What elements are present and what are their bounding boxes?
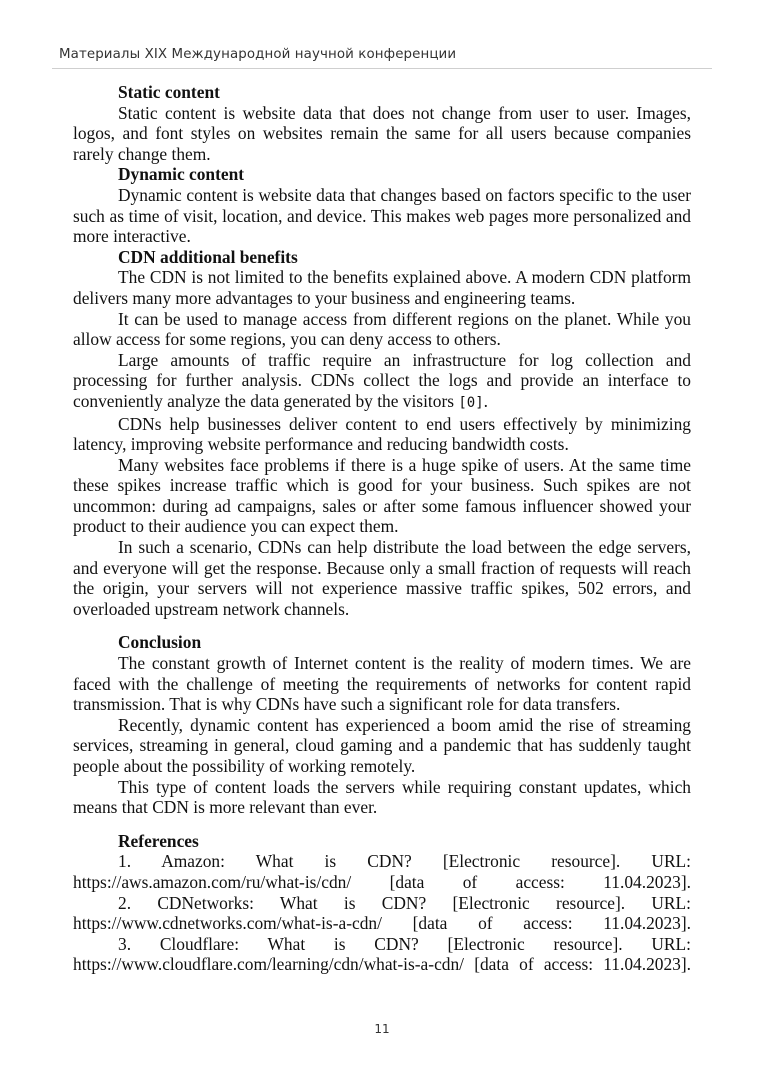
- reference-url[interactable]: https://aws.amazon.com/ru/what-is/cdn/ [data of access: 11.04.2023].: [73, 871, 691, 892]
- heading-dynamic-content: Dynamic content: [118, 164, 245, 185]
- header-rule: [52, 68, 712, 69]
- paragraph: This type of content loads the servers while requiring constant updates, which means that CDN is more relevant than ever.: [73, 776, 691, 818]
- paragraph: It can be used to manage access from different regions on the planet. While you allow access for some regions, you can deny access to others.: [73, 308, 691, 350]
- heading-conclusion: Conclusion: [118, 632, 202, 653]
- paragraph: [73, 350, 691, 414]
- page-number: 11: [374, 1022, 390, 1036]
- reference-url[interactable]: https://www.cdnetworks.com/what-is-a-cdn/ [data of access: 11.04.2023].: [73, 913, 691, 934]
- running-head: Материалы XIX Международной научной конференции: [59, 47, 457, 62]
- citation-link[interactable]: [0]: [458, 394, 484, 411]
- paragraph-text: Large amounts of traffic require an infrastructure for log collection and processing for further analysis. CDNs collect the logs and provide an interface to conveniently analyze the data generated by the visitors: [73, 349, 691, 411]
- paragraph: Dynamic content is website data that changes based on factors specific to the user such as time of visit, location, and device. This makes web pages more personalized and more interactive.: [73, 184, 691, 247]
- paragraph: Many websites face problems if there is a huge spike of users. At the same time these spikes increase traffic which is good for your business. Such spikes are not uncommon: during ad campaigns, sales or after some famous influencer showed your product to their audience you can expect them.: [73, 454, 691, 537]
- paragraph: The constant growth of Internet content is the reality of modern times. We are faced with the challenge of meeting the requirements of networks for content rapid transmission. That is why CDNs have such a significant role for data transfers.: [73, 653, 691, 715]
- paragraph: Recently, dynamic content has experienced a boom amid the rise of streaming services, streaming in general, cloud gaming and a pandemic that has suddenly taught people about the possibility of working remotely.: [73, 714, 691, 776]
- paragraph-end: .: [483, 390, 489, 411]
- reference-url[interactable]: https://www.cloudflare.com/learning/cdn/what-is-a-cdn/ [data of access: 11.04.2023].: [73, 954, 691, 975]
- reference-title: 2. CDNetworks: What is CDN? [Electronic resource]. URL:: [118, 892, 691, 913]
- reference-item: [73, 851, 691, 892]
- section-gap: [73, 619, 691, 632]
- heading-static-content: Static content: [118, 82, 220, 102]
- reference-title: 3. Cloudflare: What is CDN? [Electronic resource]. URL:: [118, 933, 691, 954]
- paragraph: Static content is website data that does not change from user to user. Images, logos, and font styles on websites remain the same for all users because companies rarely change them.: [73, 102, 691, 164]
- reference-title: 1. Amazon: What is CDN? [Electronic resource]. URL:: [118, 851, 691, 872]
- article-body: [73, 82, 691, 975]
- paragraph: In such a scenario, CDNs can help distribute the load between the edge servers, and everyone will get the response. Because only a small fraction of requests will reach the origin, your servers will not experience massive traffic spikes, 502 errors, and overloaded upstream network channels.: [73, 537, 691, 619]
- heading-cdn-benefits: CDN additional benefits: [118, 246, 298, 267]
- reference-item: [73, 893, 691, 934]
- paragraph: CDNs help businesses deliver content to end users effectively by minimizing latency, improving website performance and reducing bandwidth costs.: [73, 413, 691, 455]
- paragraph: The CDN is not limited to the benefits explained above. A modern CDN platform delivers many more advantages to your business and engineering teams.: [73, 267, 691, 308]
- reference-item: [73, 934, 691, 975]
- heading-references: References: [118, 830, 199, 851]
- section-gap: [73, 818, 691, 831]
